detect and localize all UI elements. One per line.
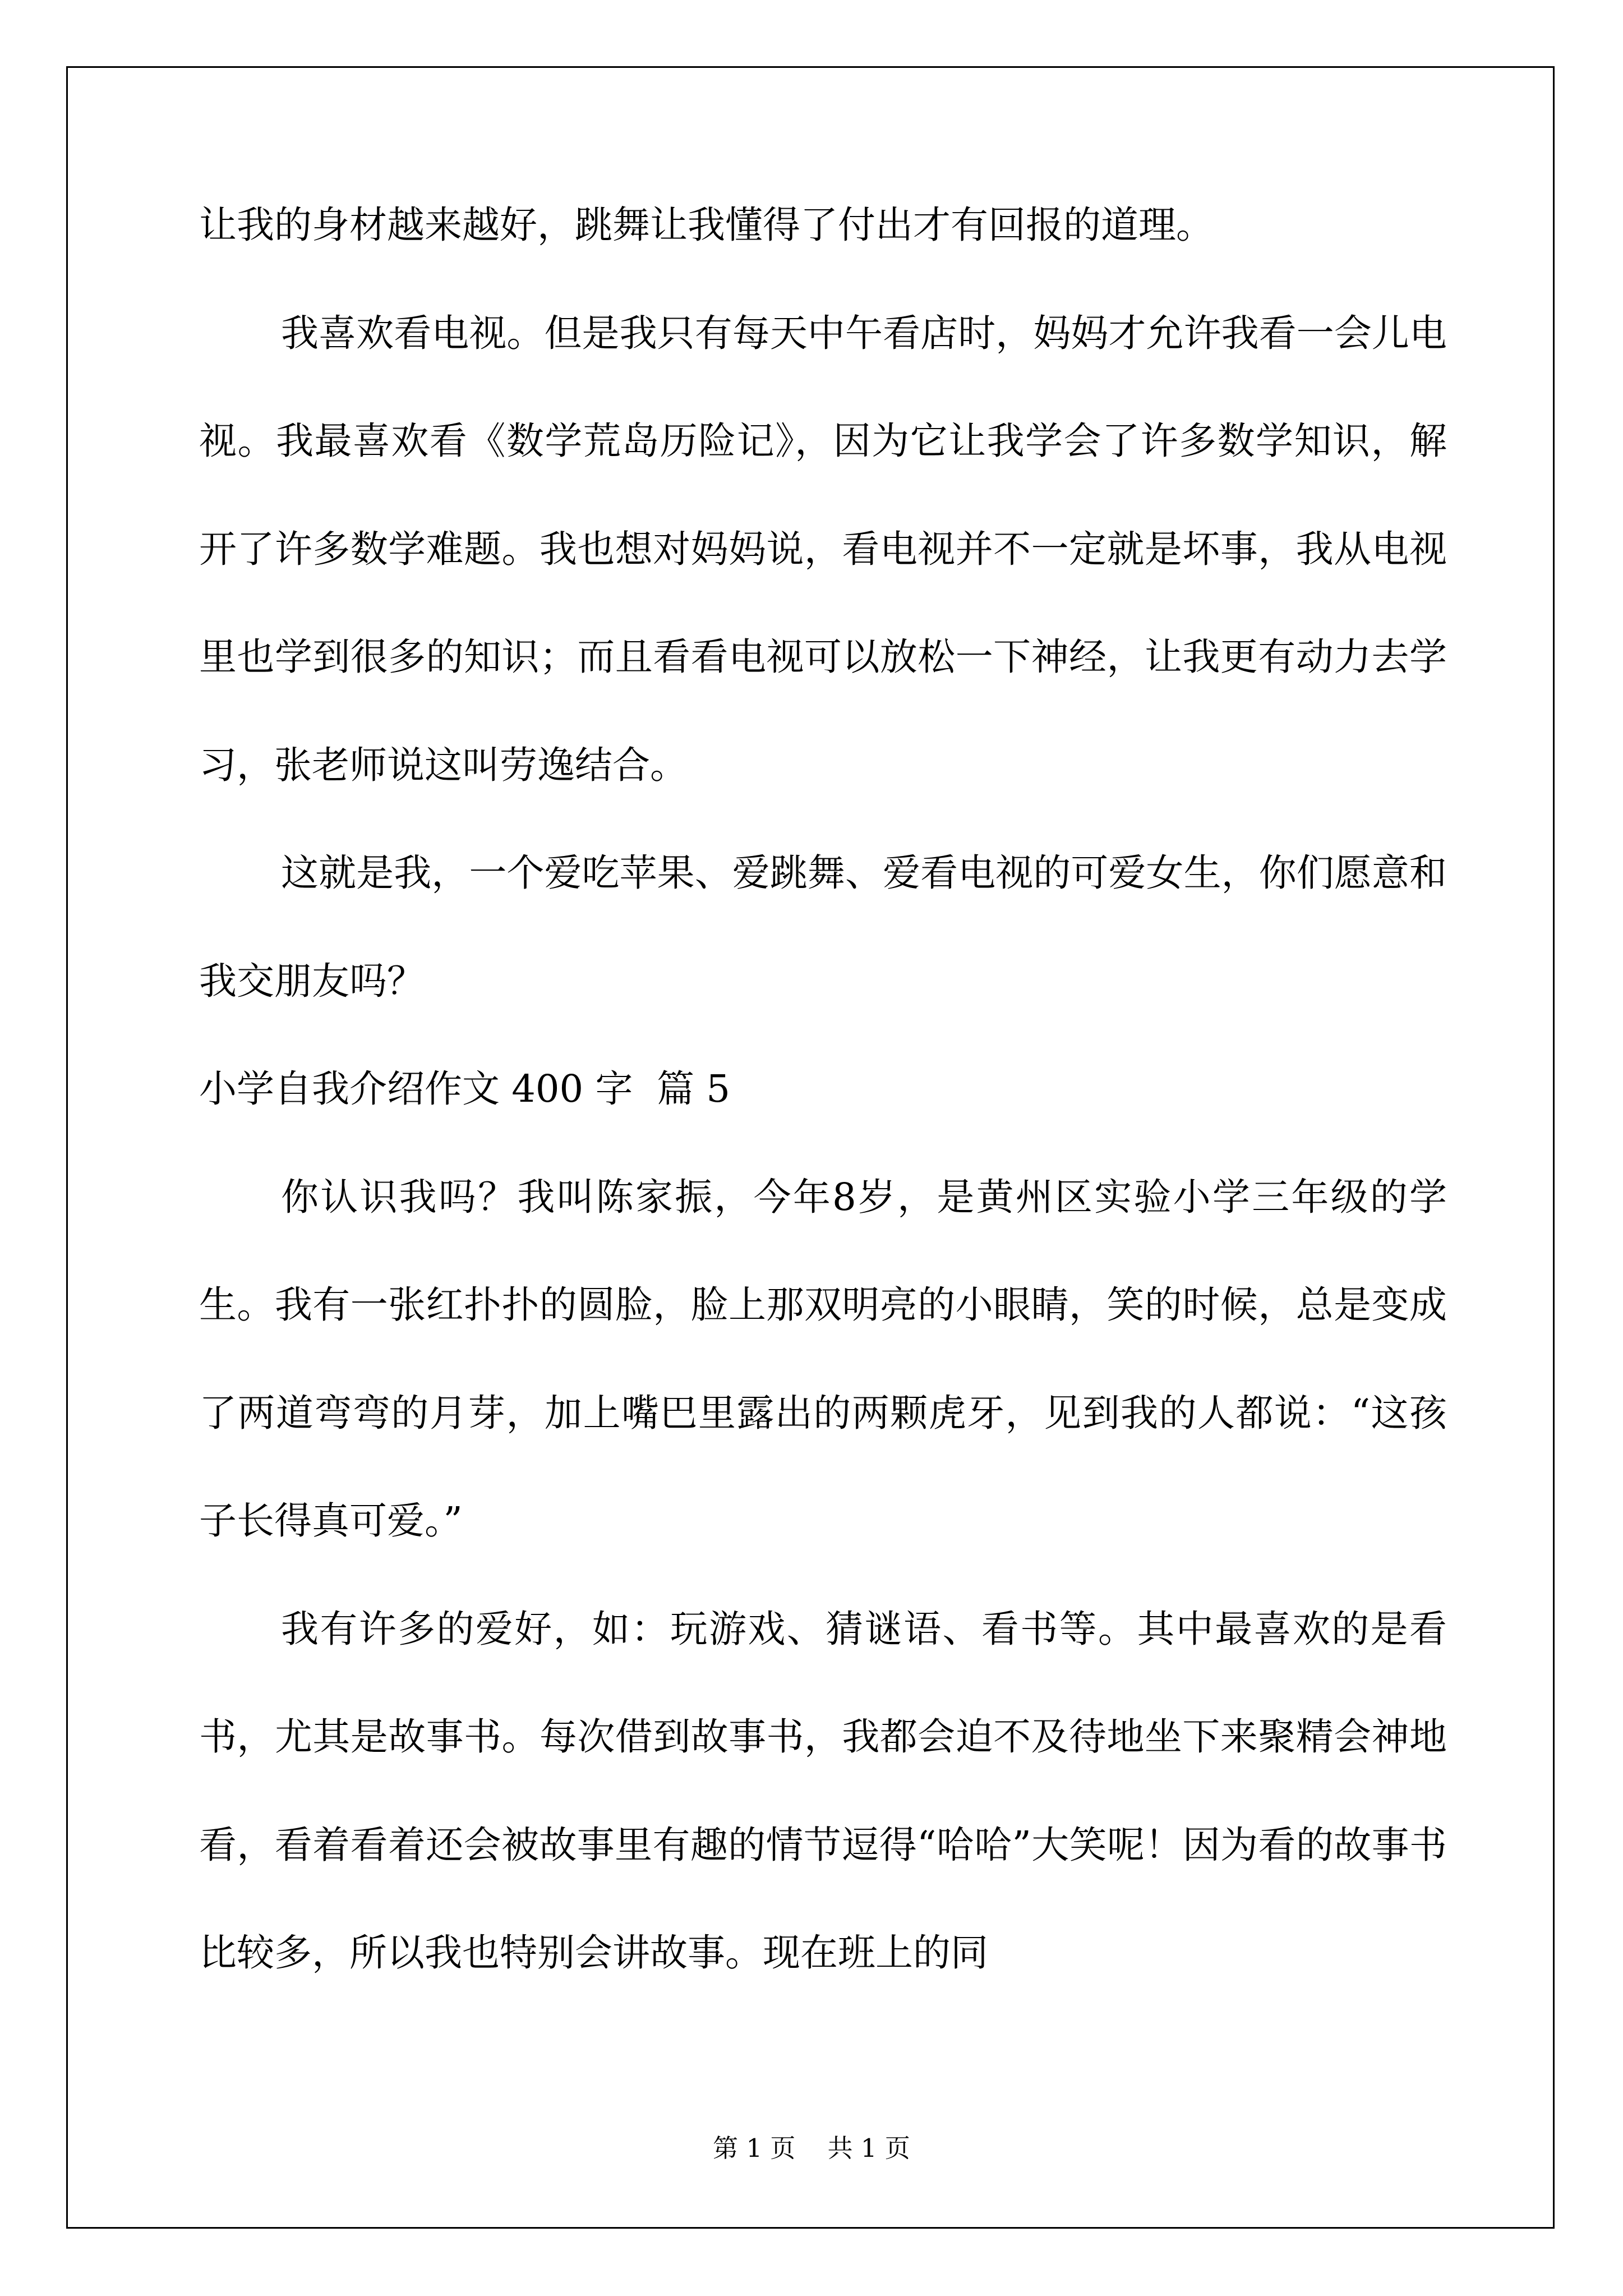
page-footer: 第 1 页 共 1 页 [713, 2133, 910, 2163]
paragraph-1: 让我的身材越来越好，跳舞让我懂得了付出才有回报的道理。 [199, 203, 1214, 247]
paragraph-5: 我有许多的爱好，如：玩游戏、猜谜语、看书等。其中最喜欢的是看书，尤其是故事书。每次借到故事书，我都会迫不及待地坐下来聚精会神地看，看着看着还会被故事里有趣的情节逗得“哈哈”大笑呢！因为看的故事书比较多，所以我也特别会讲故事。现在班上的同 [199, 1607, 1447, 1975]
document-body [199, 171, 1447, 2007]
paragraph-2: 我喜欢看电视。但是我只有每天中午看店时，妈妈才允许我看一会儿电视。我最喜欢看《数学荒岛历险记》，因为它让我学会了许多数学知识，解开了许多数学难题。我也想对妈妈说，看电视并不一定就是坏事，我从电视里也学到很多的知识；而且看看电视可以放松一下神经，让我更有动力去学习，张老师说这叫劳逸结合。 [199, 311, 1447, 787]
paragraph-3: 这就是我，一个爱吃苹果、爱跳舞、爱看电视的可爱女生，你们愿意和我交朋友吗？ [199, 851, 1447, 1003]
section-heading: 小学自我介绍作文 400 字 篇 5 [199, 1067, 730, 1111]
paragraph-4: 你认识我吗？我叫陈家振，今年8岁，是黄州区实验小学三年级的学生。我有一张红扑扑的圆脸，脸上那双明亮的小眼睛，笑的时候，总是变成了两道弯弯的月芽，加上嘴巴里露出的两颗虎牙，见到我的人都说：“这孩子长得真可爱。” [199, 1175, 1447, 1543]
